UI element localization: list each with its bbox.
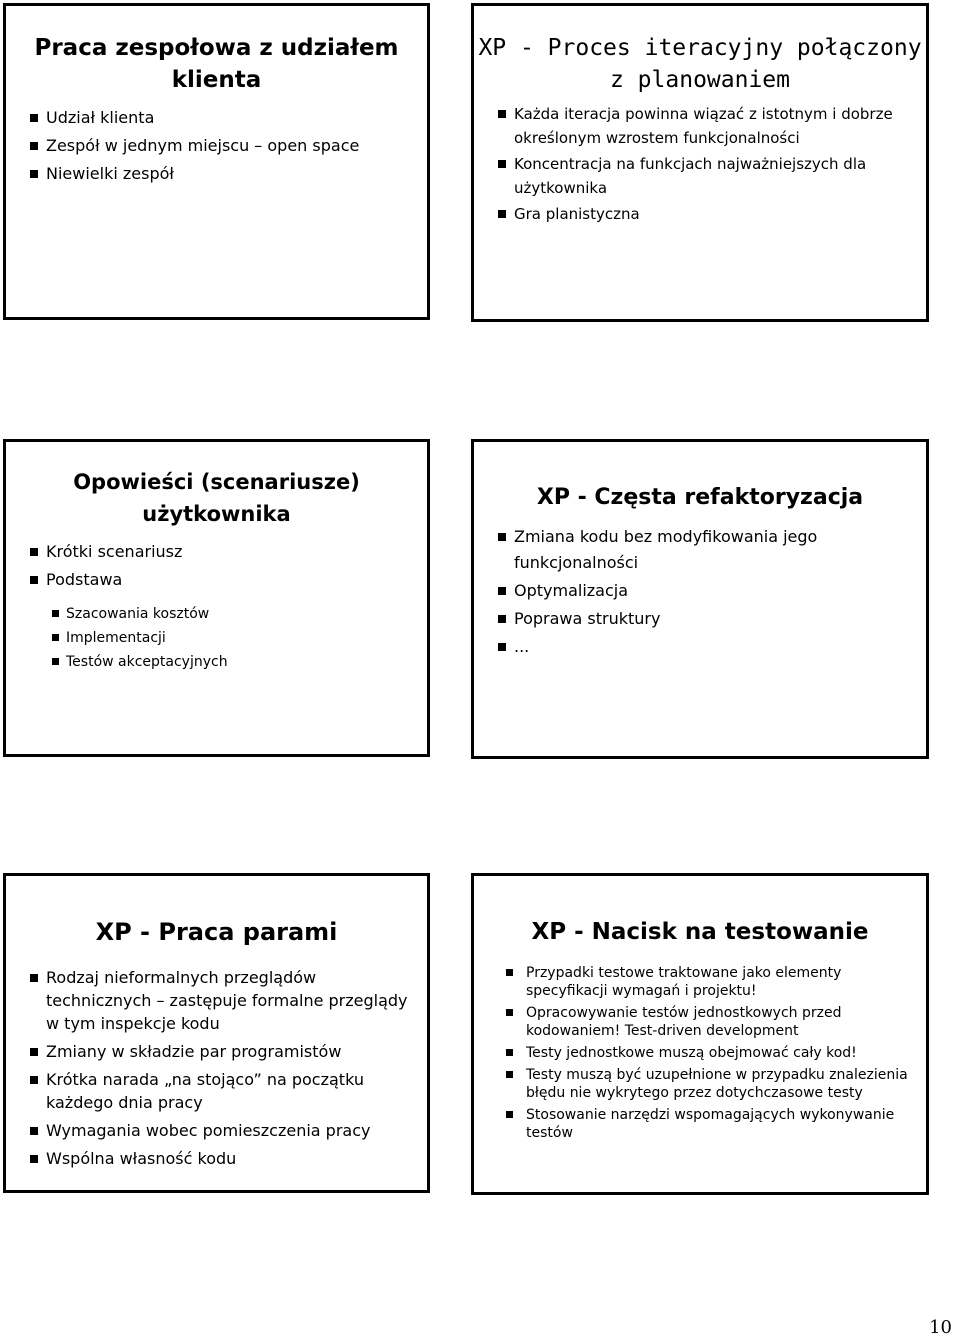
slide-iterative-process [471,3,929,322]
list-item: Wspólna własność kodu [6,1147,427,1170]
list-item: Optymalizacja [474,578,926,604]
list-item: Stosowanie narzędzi wspomagających wykonywanie testów [474,1106,926,1142]
slide-title: Praca zespołowa z udziałem klienta [34,35,399,93]
bullet-list [6,538,427,674]
list-item: ... [474,634,926,660]
list-item: Zespół w jednym miejscu – open space [6,132,427,160]
list-item: Zmiany w składzie par programistów [6,1040,427,1063]
bullet-list [474,524,926,660]
list-item: Krótki scenariusz [6,538,427,566]
slide-title: XP - Proces iteracyjny połączony z planowaniem [478,35,922,93]
bullet-list [6,104,427,188]
slide-title: XP - Nacisk na testowanie [531,919,869,945]
list-item: Zmiana kodu bez modyfikowania jego funkcjonalności [474,524,926,576]
slide-refactoring [471,439,929,759]
slide-title: XP - Praca parami [95,918,338,946]
list-item: Poprawa struktury [474,606,926,632]
slide-testing [471,873,929,1195]
sub-bullet-list [6,602,427,674]
sub-list-item: Szacowania kosztów [6,602,427,626]
list-item: Testy muszą być uzupełnione w przypadku znalezienia błędu nie wykrytego przez dotychczasowe testy [474,1066,926,1102]
list-item: Koncentracja na funkcjach najważniejszych dla użytkownika [474,152,926,200]
slide-pair-programming [3,873,430,1193]
list-item: Każda iteracja powinna wiązać z istotnym i dobrze określonym wzrostem funkcjonalności [474,102,926,150]
list-item: Niewielki zespół [6,160,427,188]
sub-list-container [6,602,427,674]
slide-user-stories [3,439,430,757]
list-item: Gra planistyczna [474,202,926,226]
list-item: Wymagania wobec pomieszczenia pracy [6,1119,427,1142]
list-item: Krótka narada „na stojąco” na początku każdego dnia pracy [6,1068,427,1114]
slide-title: XP - Częsta refaktoryzacja [536,485,864,510]
sub-list-item: Testów akceptacyjnych [6,650,427,674]
sub-list-item: Implementacji [6,626,427,650]
bullet-list [474,102,926,226]
list-item: Przypadki testowe traktowane jako elementy specyfikacji wymagań i projektu! [474,964,926,1000]
list-item: Rodzaj nieformalnych przeglądów technicznych – zastępuje formalne przeglądy w tym inspekcje kodu [6,966,427,1035]
list-item: Podstawa [6,566,427,594]
list-item: Udział klienta [6,104,427,132]
bullet-list [6,966,427,1170]
page-number: 10 [929,1317,952,1338]
slide-title: Opowieści (scenariusze) użytkownika [73,470,360,526]
list-item: Testy jednostkowe muszą obejmować cały kod! [474,1044,926,1062]
slide-team-work [3,3,430,320]
list-item: Opracowywanie testów jednostkowych przed kodowaniem! Test-driven development [474,1004,926,1040]
bullet-list [474,964,926,1142]
